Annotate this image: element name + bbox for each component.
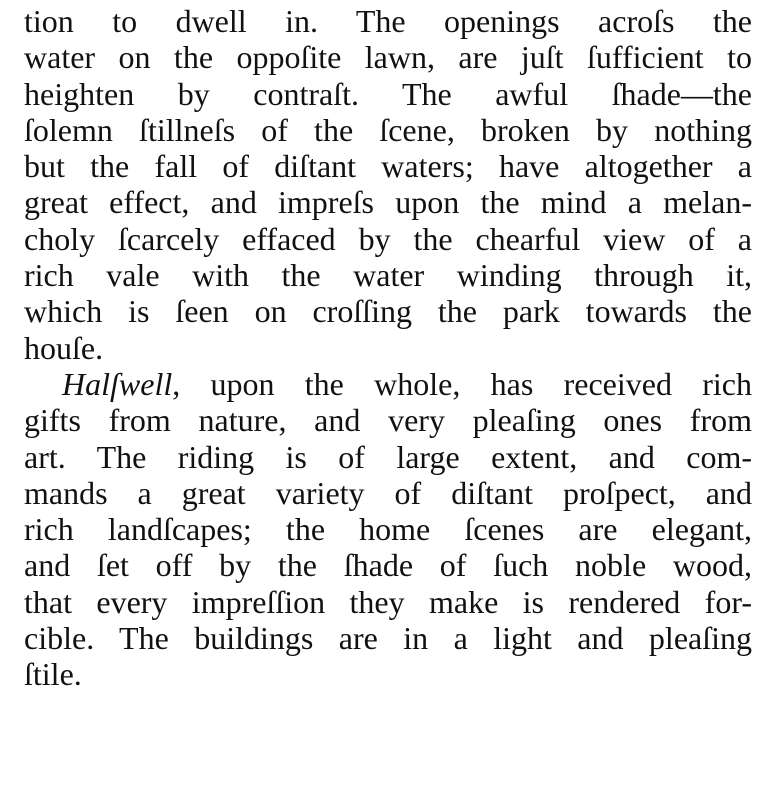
text-line: cible. The buildings are in a light and pleaſing xyxy=(24,620,752,657)
text-line-rest: , upon the whole, has received rich xyxy=(172,365,752,402)
paragraph-2 xyxy=(24,366,752,693)
text-line: water on the oppoſite lawn, are juſt ſufficient to xyxy=(24,39,752,76)
text-line: mands a great variety of diſtant proſpect, and xyxy=(24,474,752,511)
text-line: rich landſcapes; the home ſcenes are elegant, xyxy=(24,511,752,548)
text-line-first xyxy=(24,366,752,402)
text-line: which is ſeen on croſſing the park towards the xyxy=(24,293,752,330)
text-line: rich vale with the water winding through it, xyxy=(24,257,752,294)
text-line: heighten by contraſt. The awful ſhade—the xyxy=(24,75,752,112)
text-line: that every impreſſion they make is rendered for- xyxy=(24,583,752,620)
text-line: ſolemn ſtillneſs of the ſcene, broken by nothing xyxy=(24,111,752,148)
place-name-italic: Halſwell xyxy=(62,365,173,402)
text-line: great effect, and impreſs upon the mind a melan- xyxy=(24,184,752,221)
paragraph-1 xyxy=(24,3,752,366)
text-line: gifts from nature, and very pleaſing ones from xyxy=(24,402,752,439)
text-line: tion to dwell in. The openings acroſs the xyxy=(24,3,752,39)
text-line: art. The riding is of large extent, and com- xyxy=(24,438,752,475)
text-line: houſe. xyxy=(24,329,104,366)
text-line: ſtile. xyxy=(24,656,82,693)
text-line: choly ſcarcely effaced by the chearful view of a xyxy=(24,220,752,257)
text-line: and ſet off by the ſhade of ſuch noble wood, xyxy=(24,547,752,584)
text-line: but the fall of diſtant waters; have altogether a xyxy=(24,148,752,185)
